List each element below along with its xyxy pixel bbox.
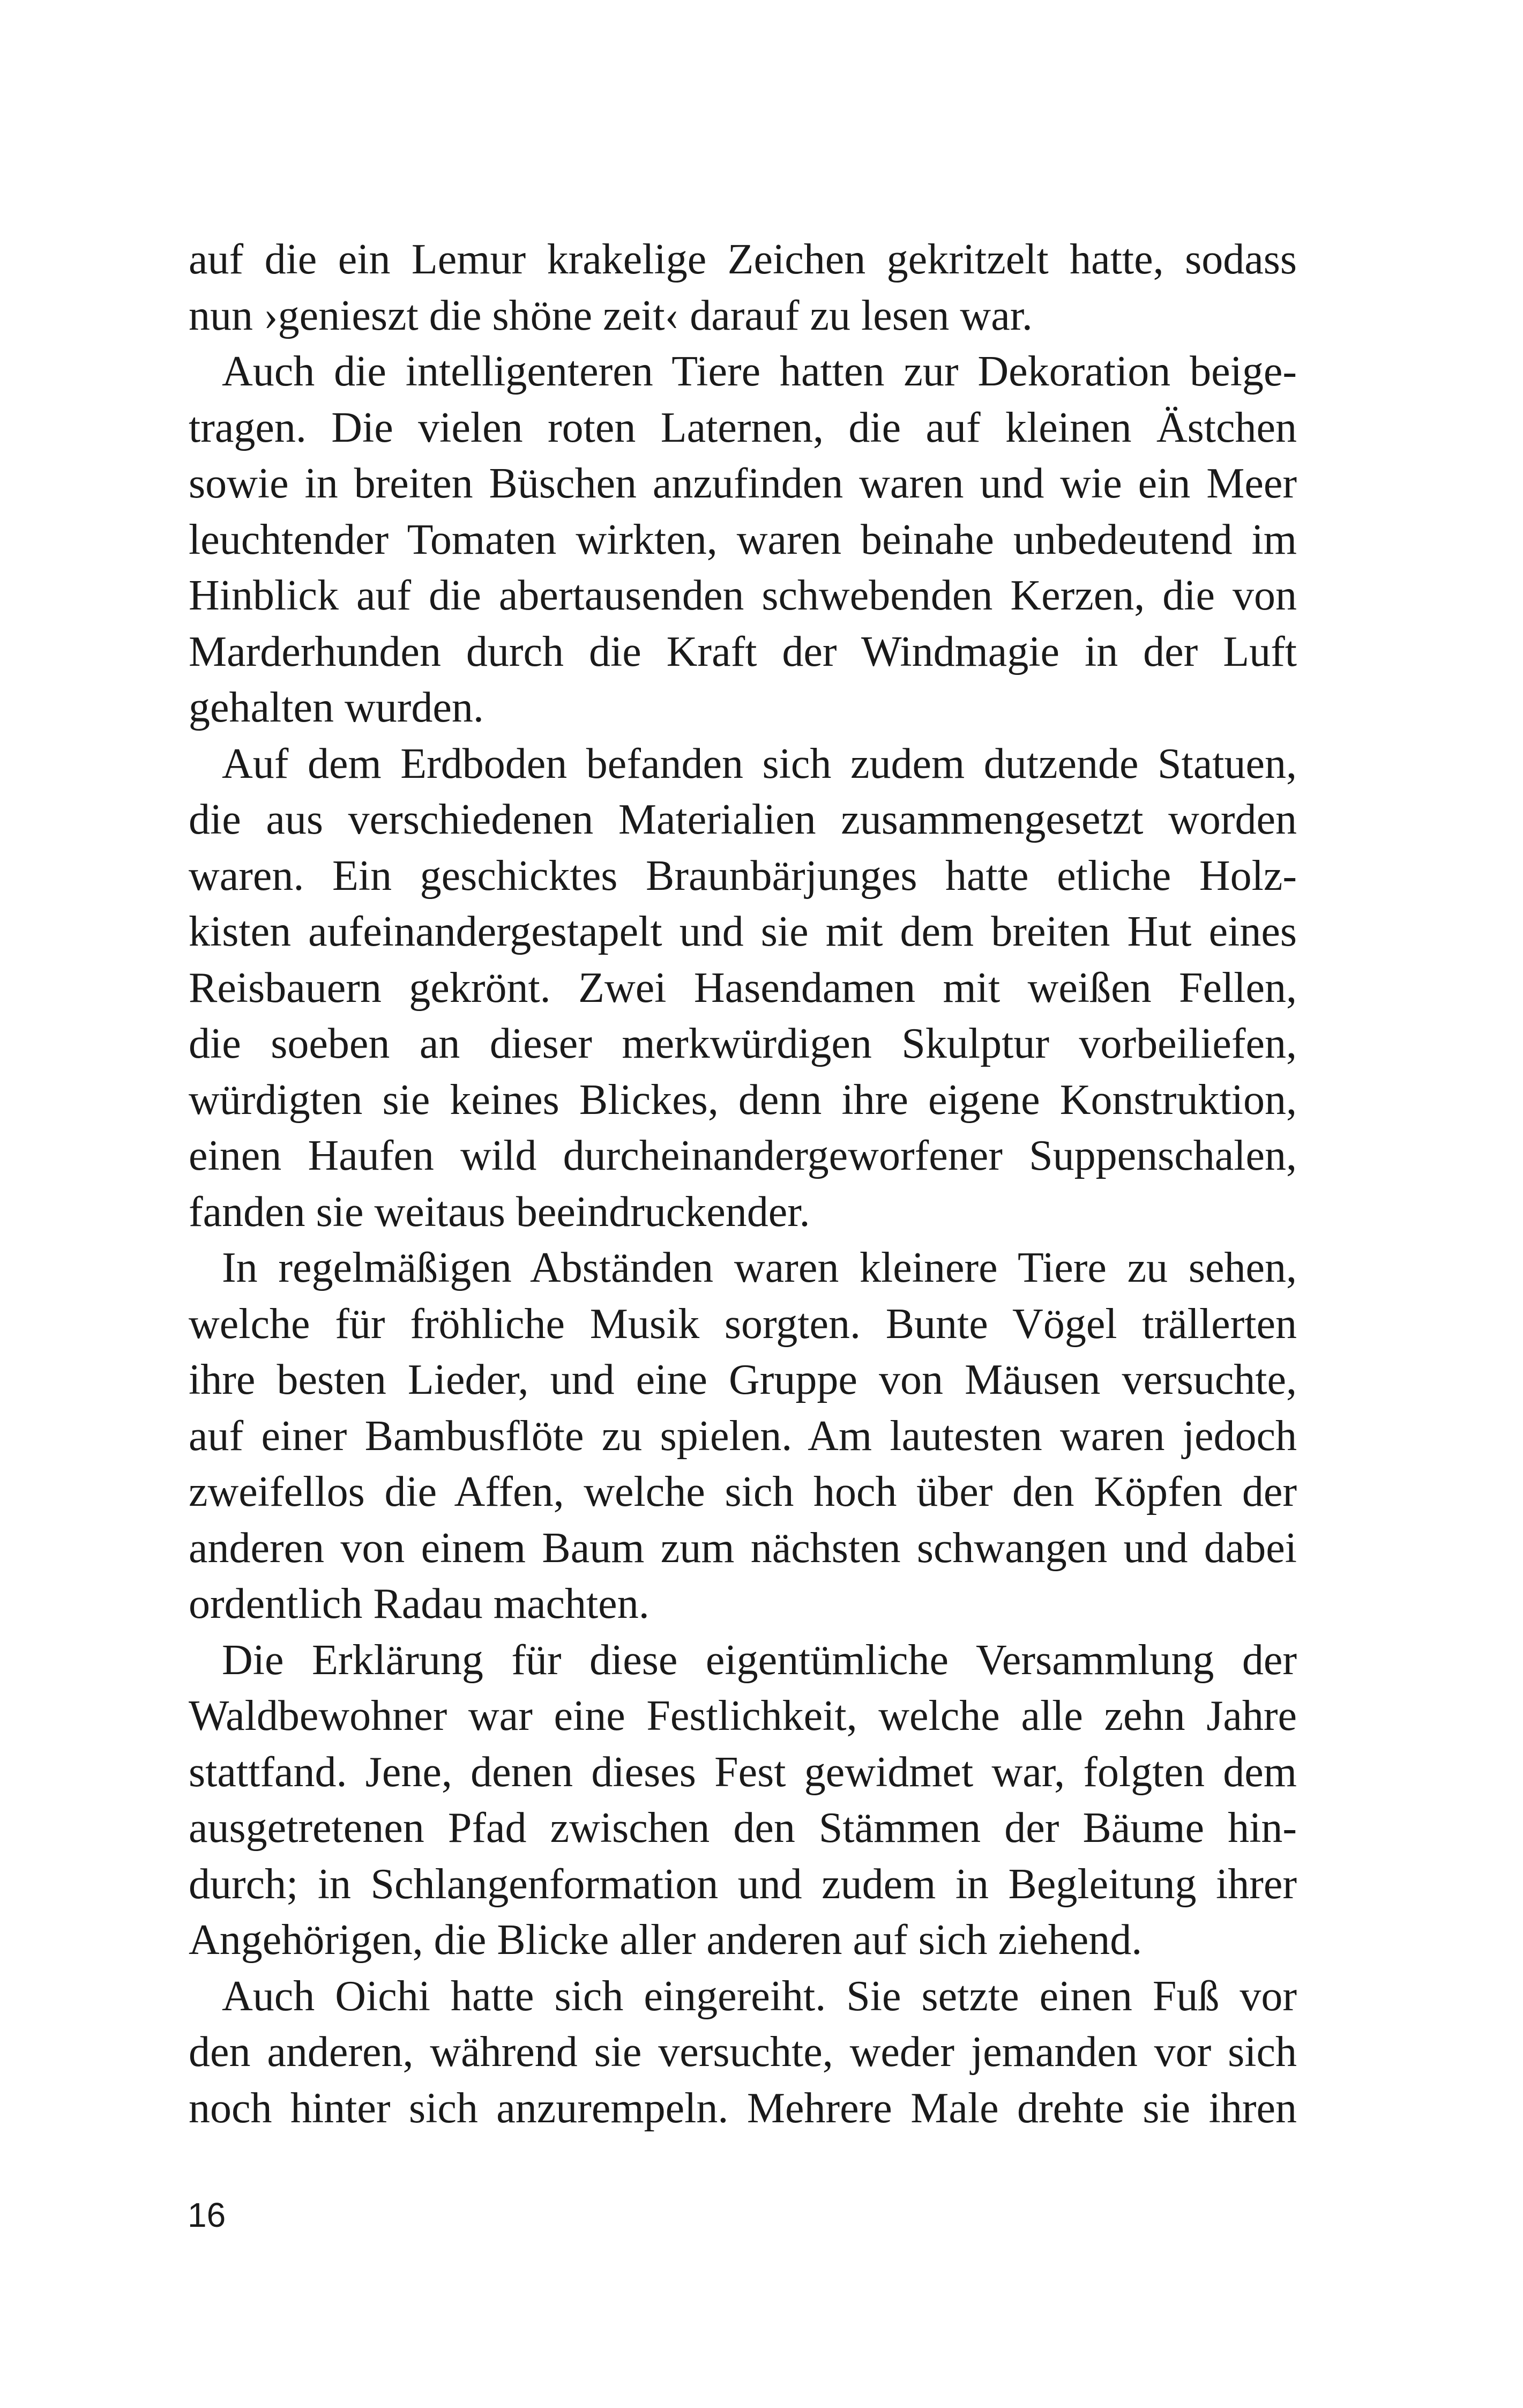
text-line: tragen. Die vielen roten Laternen, die auf kleinen Ästchen xyxy=(189,404,1297,451)
text-line: kisten aufeinandergestapelt und sie mit dem breiten Hut eines xyxy=(189,908,1297,955)
body-text xyxy=(189,232,1297,2136)
text-line: würdigten sie keines Blickes, denn ihre eigene Konstruktion, xyxy=(189,1076,1297,1124)
text-line: stattfand. Jene, denen dieses Fest gewidmet war, folgten dem xyxy=(189,1748,1297,1796)
text-line: ihre besten Lieder, und eine Gruppe von Mäusen versuchte, xyxy=(189,1356,1297,1403)
text-line: leuchtender Tomaten wirkten, waren beinahe unbedeutend im xyxy=(189,516,1297,563)
text-line: Waldbewohner war eine Festlichkeit, welche alle zehn Jahre xyxy=(189,1692,1297,1740)
text-line: sowie in breiten Büschen anzufinden waren und wie ein Meer xyxy=(189,460,1297,507)
text-line: auf einer Bambusflöte zu spielen. Am lautesten waren jedoch xyxy=(189,1412,1297,1460)
text-line: Marderhunden durch die Kraft der Windmagie in der Luft xyxy=(189,628,1297,675)
text-line: zweifellos die Affen, welche sich hoch über den Köpfen der xyxy=(189,1468,1297,1515)
text-line: durch; in Schlangenformation und zudem in Begleitung ihrer xyxy=(189,1860,1297,1908)
text-line: nun ›genieszt die shöne zeit‹ darauf zu lesen war. xyxy=(189,292,1033,339)
text-line: Auch Oichi hatte sich eingereiht. Sie setzte einen Fuß vor xyxy=(222,1972,1297,2020)
text-line: waren. Ein geschicktes Braunbärjunges hatte etliche Holz- xyxy=(189,852,1297,900)
text-line: ausgetretenen Pfad zwischen den Stämmen der Bäume hin- xyxy=(189,1804,1297,1852)
text-line: noch hinter sich anzurempeln. Mehrere Male drehte sie ihren xyxy=(189,2084,1297,2132)
text-line: die aus verschiedenen Materialien zusammengesetzt worden xyxy=(189,796,1297,843)
text-line: ordentlich Radau machten. xyxy=(189,1580,649,1627)
page-number: 16 xyxy=(188,2196,226,2234)
text-line: den anderen, während sie versuchte, weder jemanden vor sich xyxy=(189,2028,1297,2076)
text-line: auf die ein Lemur krakelige Zeichen gekritzelt hatte, sodass xyxy=(189,236,1297,283)
text-line: gehalten wurden. xyxy=(189,684,484,731)
text-line: Angehörigen, die Blicke aller anderen auf sich ziehend. xyxy=(189,1916,1143,1964)
text-line: Die Erklärung für diese eigentümliche Versammlung der xyxy=(222,1636,1297,1684)
text-line: einen Haufen wild durcheinandergeworfener Suppenschalen, xyxy=(189,1132,1297,1179)
text-line: fanden sie weitaus beeindruckender. xyxy=(189,1188,810,1236)
text-line: In regelmäßigen Abständen waren kleinere Tiere zu sehen, xyxy=(222,1244,1297,1291)
text-line: Reisbauern gekrönt. Zwei Hasendamen mit weißen Fellen, xyxy=(189,964,1297,1012)
text-line: welche für fröhliche Musik sorgten. Bunte Vögel trällerten xyxy=(189,1300,1297,1348)
text-line: anderen von einem Baum zum nächsten schwangen und dabei xyxy=(189,1524,1297,1572)
text-line: Auch die intelligenteren Tiere hatten zur Dekoration beige- xyxy=(222,348,1297,395)
text-line: die soeben an dieser merkwürdigen Skulptur vorbeiliefen, xyxy=(189,1020,1297,1067)
text-line: Hinblick auf die abertausenden schwebenden Kerzen, die von xyxy=(189,572,1297,619)
text-line: Auf dem Erdboden befanden sich zudem dutzende Statuen, xyxy=(222,740,1297,787)
